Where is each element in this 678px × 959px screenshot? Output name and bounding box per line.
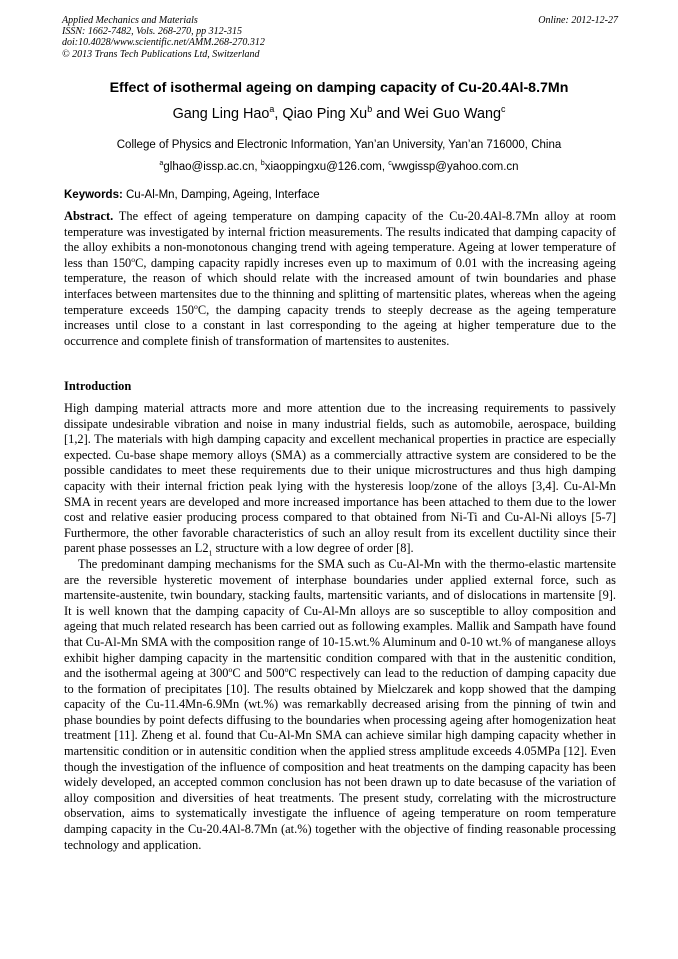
email-list xyxy=(40,160,638,174)
email-address: glhao@issp.ac.cn xyxy=(163,161,255,173)
paragraph-text: C respectively can lead to the reduction of damping capacity due to the formation of precipitates [10]. The results obtained by Mielczarek and kopp showed that the damping capacity of the Cu-11.4Mn-6.9Mn (wt.%) was remarkablly decreased arising from the pinning of twin and phase boundies by point defects diffusing to the boundaries when processing ageing after homogenization heat treatment [11]. Zheng et al. found that Cu-Al-Mn SMA can achieve similar high damping capacity whether in martensitic condition or in autensitic condition when the applied stress amplitude exceeds 4.05MPa [12]. Even though the investigation of the influence of composition and heat treatments on the damping capacity has been widely developed, an accepted common conclusion has not been drawn up to date becasuse of the variation of alloy composition and diversities of heat treatments. The present study, correlating with the microstructure observation, aims to systematically investigate the influence of ageing temperature on room temperature damping capacity in the Cu-20.4Al-8.7Mn (at.%) together with the objective of finding reasonable processing technology and application. xyxy=(64,666,617,852)
intro-paragraph-2 xyxy=(64,557,616,853)
author-mark: c xyxy=(500,104,506,115)
degree-mark: o xyxy=(194,301,198,311)
paragraph-text: The predominant damping mechanisms for the SMA such as Cu-Al-Mn with the thermo-elastic martensite are the reversible hysteretic movement of interphase boundaries under applied external force, such as martensite-austenite, twin boundary, stacking faults, martensitic variants, and of dislocations in martensite [9]. It is well known that the damping capacity of Cu-Al-Mn alloys are so susceptible to alloy composition and ageing that much related research has been carried out as following examples. Mallik and Sampath have found that Cu-Al-Mn SMA with the composition range of 10-15.wt.% Aluminum and 0-10 wt.% of manganese alloys exhibit higher damping capacity in the martensitic condition compared with that in the austenitic condition, and the isothermal ageing at 300 xyxy=(64,556,616,681)
degree-mark: o xyxy=(284,664,289,674)
intro-paragraph-1 xyxy=(64,401,616,557)
copyright-line: © 2013 Trans Tech Publications Ltd, Switzerland xyxy=(62,48,260,60)
section-heading-introduction: Introduction xyxy=(64,379,132,393)
author-mark: b xyxy=(367,104,373,115)
email-mark: c xyxy=(388,159,392,168)
email-mark: a xyxy=(159,159,164,168)
journal-header xyxy=(62,15,618,60)
author-mark: a xyxy=(269,104,275,115)
journal-name: Applied Mechanics and Materials xyxy=(62,15,198,26)
doi-line: doi:10.4028/www.scientific.net/AMM.268-270.312 xyxy=(62,37,265,49)
abstract-label: Abstract. xyxy=(64,209,114,223)
author-name: Gang Ling Hao xyxy=(172,106,270,122)
email-separator: , xyxy=(254,161,261,173)
degree-mark: o xyxy=(131,254,136,264)
abstract xyxy=(64,209,616,349)
paragraph-text: High damping material attracts more and more attention due to the increasing requirements to passively dissipate undesirable vibration and noise in many industrial fields, such as automobile, aerospace, building [1,2]. The materials with high damping capacity and excellent mechanical properties in practice are especially expected. Cu-base shape memory alloys (SMA) as a commercially attractive system are considered to be the possible candidates to meet these requirements due to their unique microstructures and thus high damping capacity with their internal friction peak lying with the hysteresis loop/zone of the alloys [3,4]. Cu-Al-Mn SMA in recent years are developed and more increased importance has been attached to them due to the lower cost and relative easier producing process compared to that obtained from Ni-Ti and Cu-Al-Ni alloys [5-7] Furthermore, the other favorable characteristics of such an alloy result from its excellent ductility since their parent phase possesses an L2 xyxy=(64,401,616,556)
issn-line: ISSN: 1662-7482, Vols. 268-270, pp 312-315 xyxy=(62,26,242,38)
paragraph-text: C and 500 xyxy=(232,666,285,681)
abstract-text: C, damping capacity rapidly increses even up to maximum of 0.01 with the increasing ageing temperature, the reason of which should relate with the increased amount of twin boundaries and phase interfaces between martensites due to the thinning and splitting of martensitic plates, whereas when the ageing temperature exceeds 150 xyxy=(64,255,617,317)
email-address: wwgissp@yahoo.com.cn xyxy=(391,161,519,173)
paragraph-text: structure with a low degree of order [8]. xyxy=(212,541,414,556)
author-separator: and xyxy=(372,106,405,122)
email-mark: b xyxy=(260,159,265,168)
email-separator: , xyxy=(381,161,389,173)
author-separator: , xyxy=(274,106,283,122)
author-name: Wei Guo Wang xyxy=(404,106,501,122)
keywords-text: Cu-Al-Mn, Damping, Ageing, Interface xyxy=(122,189,320,201)
author-list xyxy=(40,105,638,123)
abstract-text: The effect of ageing temperature on damping capacity of the Cu-20.4Al-8.7Mn alloy at room temperature was investigated by internal friction measurements. The results indicated that damping capacity of the alloy exhibits a non-monotonous changing trend with ageing temperature. Ageing at lower temperature of less than 150 xyxy=(64,209,616,270)
keywords-label: Keywords: xyxy=(64,189,123,201)
subscript: 1 xyxy=(208,548,213,558)
affiliation: College of Physics and Electronic Information, Yan’an University, Yan’an 716000, China xyxy=(116,139,562,151)
online-date: Online: 2012-12-27 xyxy=(538,15,618,26)
introduction-body xyxy=(64,401,616,853)
abstract-text: C, the damping capacity trends to steeply decrease as the ageing temperature increases until close to a constant in last corresponding to the ageing at higher temperature due to the occurrence and complete finish of transformation of martensites to austenites. xyxy=(64,302,616,348)
author-name: Qiao Ping Xu xyxy=(282,106,368,122)
email-address: xiaoppingxu@126.com xyxy=(264,161,382,173)
paper-title: Effect of isothermal ageing on damping capacity of Cu-20.4Al-8.7Mn xyxy=(109,80,569,96)
keywords xyxy=(64,188,616,202)
degree-mark: o xyxy=(228,664,233,674)
